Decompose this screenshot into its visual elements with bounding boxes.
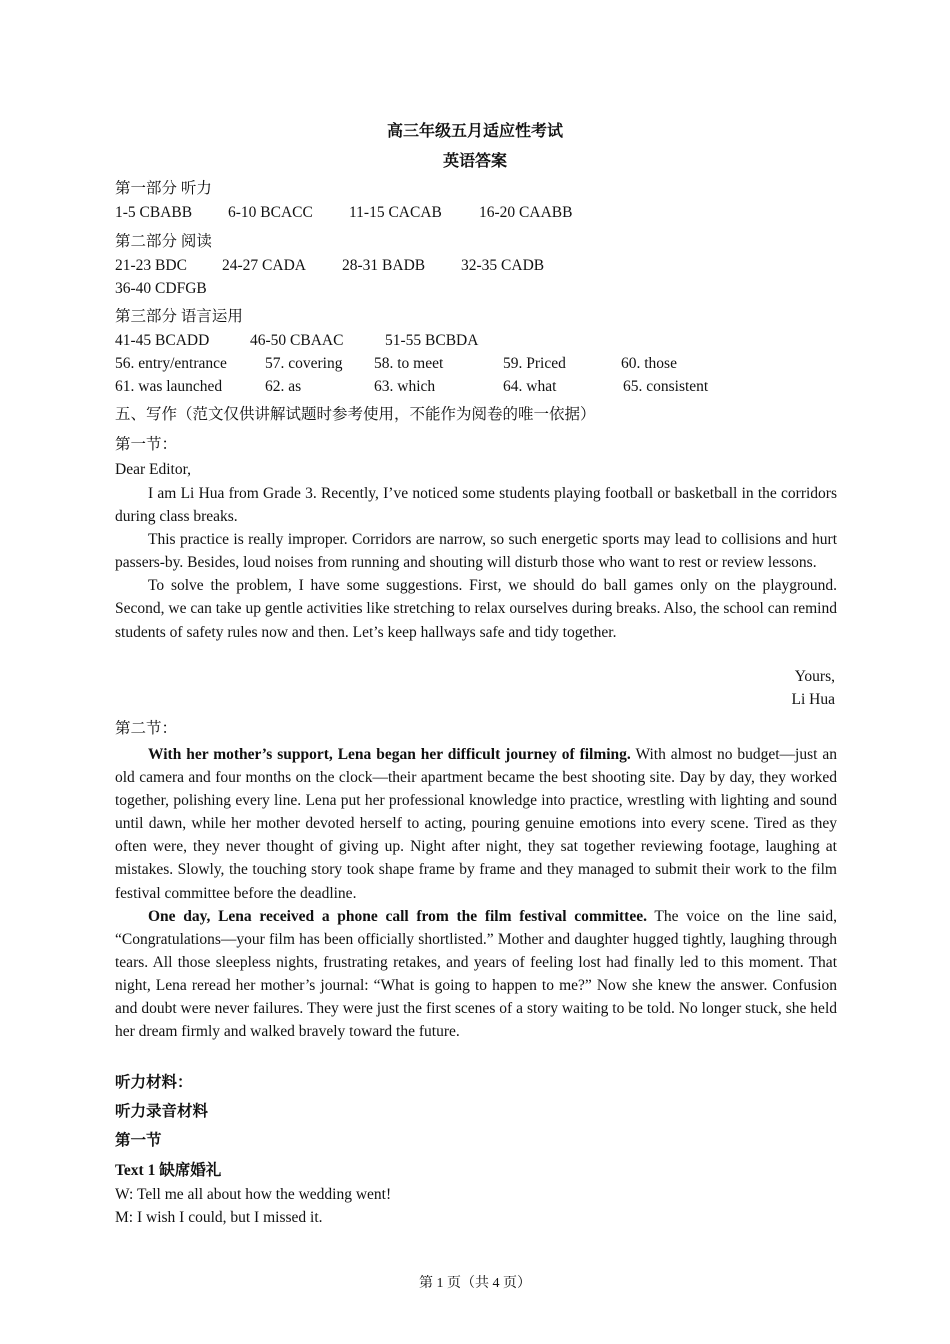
story-paragraph [115,905,837,1044]
letter-paragraph: To solve the problem, I have some suggestions. First, we should do ball games only on the playground. Second, we can take up gentle activities like stretching to relax ourselves during breaks. Also, the school can remind students of safety rules now and then. Let’s keep hallways safe and tidy together. [115,577,837,641]
exam-title: 高三年级五月适应性考试 [386,123,563,140]
answer-item: 57. covering [265,355,343,372]
story-text: With almost no budget—just an old camera and four months on the clock—their apartment became the best shooting site. Day by day, they worked together, polishing every line. Lena put her professional knowledge into practice, wrestling with lighting and sound until dawn, while her mother devoted herself to acting, pouring genuine emotions into every scene. Tired as they often were, they never thought of giving up. Night after night, they sat together reviewing footage, laughing at mistakes. Slowly, the touching story took shape frame by frame and they managed to submit their work to the film festival committee before the deadline. [115,746,837,902]
answer-group: 32-35 CADB [461,257,545,274]
answer-item: 62. as [265,378,302,395]
answer-group: 36-40 CDFGB [115,280,207,297]
story-lead-sentence: With her mother’s support, Lena began her difficult journey of filming. [148,746,631,763]
answer-item: 56. entry/entrance [115,355,227,372]
letter-closing: Yours, [794,668,835,685]
answer-item: 63. which [374,378,436,395]
answer-group: 28-31 BADB [342,257,426,274]
answer-group: 1-5 CBABB [115,204,193,221]
part3-heading: 第三部分 语言运用 [115,308,243,325]
letter-salutation: Dear Editor, [115,461,191,478]
answer-item: 58. to meet [374,355,444,372]
listening-section: 第一节 [115,1132,162,1149]
part1-heading: 第一部分 听力 [115,180,212,197]
answer-group: 51-55 BCBDA [385,332,479,349]
answer-group: 46-50 CBAAC [250,332,344,349]
letter-paragraph: I am Li Hua from Grade 3. Recently, I’ve noticed some students playing football or basketball in the corridors during class breaks. [115,485,837,526]
section2-label: 第二节： [115,720,178,737]
listening-heading: 听力材料： [115,1074,193,1091]
answer-group: 24-27 CADA [222,257,306,274]
answer-group: 11-15 CACAB [349,204,442,221]
story-paragraph [115,743,837,905]
letter-paragraph: This practice is really improper. Corridors are narrow, so such energetic sports may lead to collisions and hurt passers-by. Besides, loud noises from running and shouting will disturb those who want to rest or review lessons. [115,531,837,572]
dialogue-line: W: Tell me all about how the wedding went! [115,1186,392,1203]
dialogue-line: M: I wish I could, but I missed it. [115,1209,323,1226]
story-lead-sentence: One day, Lena received a phone call from the film festival committee. [148,907,647,925]
page-footer: 第 1 页（共 4 页） [419,1276,531,1291]
part2-heading: 第二部分 阅读 [115,233,212,250]
answer-item: 65. consistent [623,378,709,395]
answer-item: 64. what [503,378,557,395]
answer-group: 16-20 CAABB [479,204,573,221]
story-body [115,743,837,1043]
story-text: The voice on the line said, “Congratulations—your film has been officially shortlisted.” Mother and daughter hugged tightly, laughing through tears. All those sleepless nights, frustrating retakes, and years of feeling lost had finally led to this moment. That night, Lena reread her mother’s journal: “What is going to happen to me?” Now she knew the answer. Confusion and doubt were never failures. They were just the first scenes of a story waiting to be told. No longer stuck, she held her dream firmly and walked bravely toward the future. [115,907,837,1041]
answer-item: 59. Priced [503,355,566,372]
section1-label: 第一节： [115,436,178,453]
writing-heading: 五、写作（范文仅供讲解试题时参考使用，不能作为阅卷的唯一依据） [115,406,596,423]
answer-group: 21-23 BDC [115,257,187,274]
letter-body [115,482,837,644]
listening-subheading: 听力录音材料 [115,1103,209,1120]
answer-group: 6-10 BCACC [228,204,313,221]
text1-title: Text 1 缺席婚礼 [115,1162,222,1179]
exam-subtitle: 英语答案 [442,153,507,170]
answer-group: 41-45 BCADD [115,332,210,349]
answer-item: 61. was launched [115,378,223,395]
answer-item: 60. those [621,355,677,372]
letter-signature: Li Hua [791,691,835,708]
